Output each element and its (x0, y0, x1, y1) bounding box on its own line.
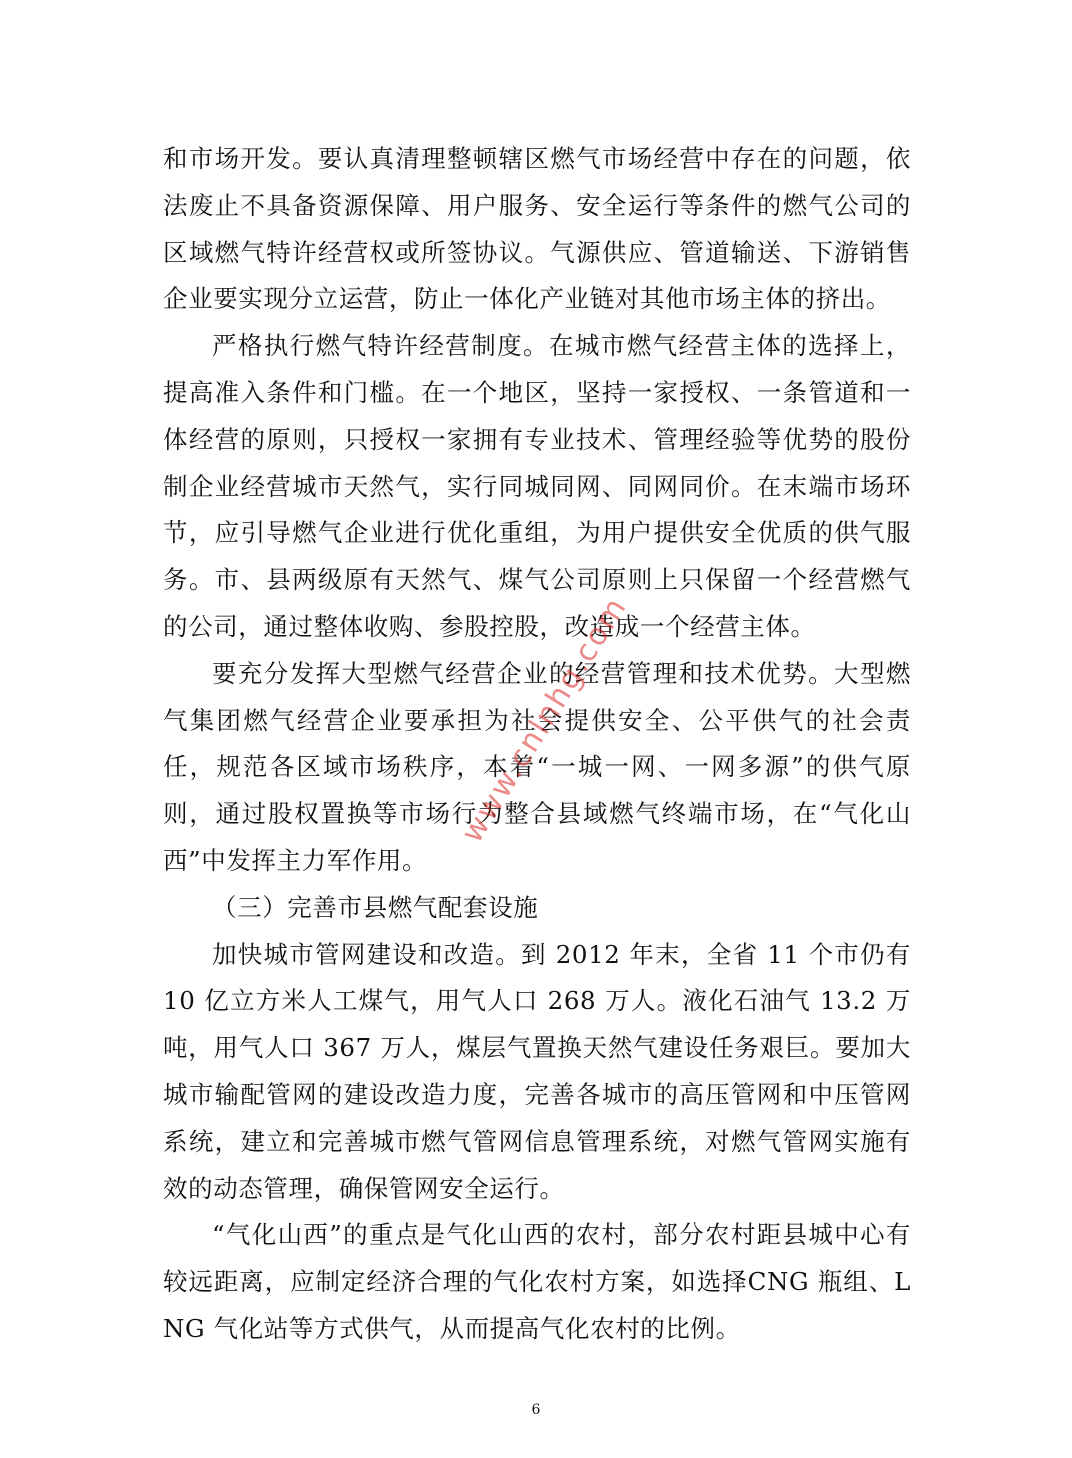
paragraph-pipeline-construction: 加快城市管网建设和改造。到 2012 年末，全省 11 个市仍有 10 亿立方米人工煤气，用气人口 268 万人。液化石油气 13.2 万吨，用气人口 367 万人，煤层气置换天然气建设任务艰巨。要加大城市输配管网的建设改造力度，完善各城市的高压管网和中压管网系统，建立和完善城市燃气管网信息管理系统，对燃气管网实施有效的动态管理，确保管网安全运行。 (163, 939, 911, 1203)
paragraph-rural-gasification: “气化山西”的重点是气化山西的农村，部分农村距县城中心有较远距离，应制定经济合理的气化农村方案，如选择CNG 瓶组、LNG 气化站等方式供气，从而提高气化农村的比例。 (163, 1220, 911, 1343)
page-number: 6 (531, 1402, 541, 1418)
paragraph-continued: 和市场开发。要认真清理整顿辖区燃气市场经营中存在的问题，依法废止不具备资源保障、用户服务、安全运行等条件的燃气公司的区域燃气特许经营权或所签协议。气源供应、管道输送、下游销售企业要实现分立运营，防止一体化产业链对其他市场主体的挤出。 (163, 144, 911, 314)
paragraph-large-enterprises: 要充分发挥大型燃气经营企业的经营管理和技术优势。大型燃气集团燃气经营企业要承担为社会提供安全、公平供气的社会责任，规范各区域市场秩序，本着“一城一网、一网多源”的供气原则，通过股权置换等市场行为整合县域燃气终端市场，在“气化山西”中发挥主力军作用。 (163, 658, 911, 875)
section-heading: （三）完善市县燃气配套设施 (212, 892, 539, 922)
paragraph-franchise-system: 严格执行燃气特许经营制度。在城市燃气经营主体的选择上，提高准入条件和门槛。在一个地区，坚持一家授权、一条管道和一体经营的原则，只授权一家拥有专业技术、管理经验等优势的股份制企业经营城市天然气，实行同城同网、同网同价。在末端市场环节，应引导燃气企业进行优化重组，为用户提供安全优质的供气服务。市、县两级原有天然气、煤气公司原则上只保留一个经营燃气的公司，通过整体收购、参股控股，改造成一个经营主体。 (163, 331, 911, 641)
watermark: www.cnlnhg.com (454, 590, 635, 849)
page-body (163, 136, 911, 1353)
